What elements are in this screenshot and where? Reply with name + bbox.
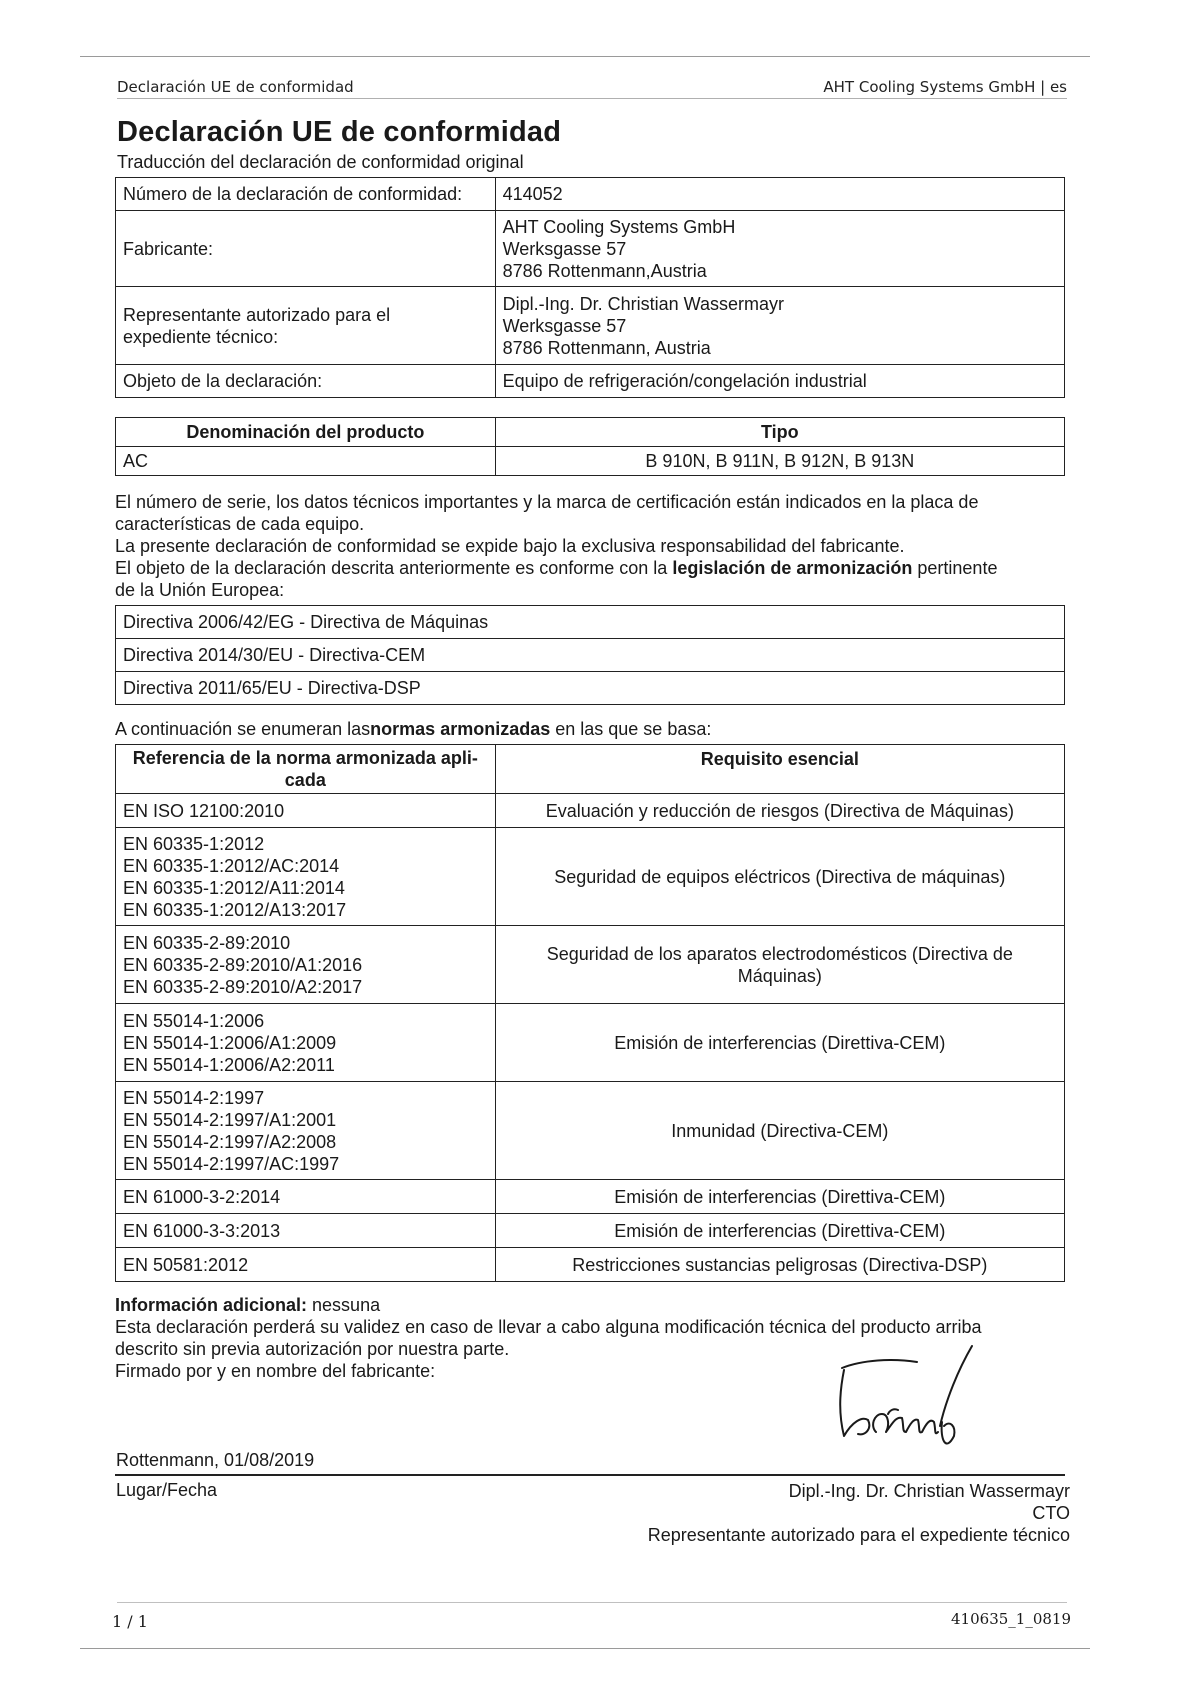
paragraph-line: La presente declaración de conformidad se expide bajo la exclusiva responsabilidad del fabricante. bbox=[115, 536, 905, 556]
declaration-number-value: 414052 bbox=[495, 178, 1064, 211]
bold-span: normas armonizadas bbox=[370, 719, 551, 739]
text-span: A continuación se enumeran las bbox=[115, 719, 371, 739]
norm-line: EN 55014-1:2006/A1:2009 bbox=[123, 1032, 337, 1053]
top-rule bbox=[80, 56, 1090, 57]
norm-requirement: Inmunidad (Directiva-CEM) bbox=[495, 1082, 1064, 1180]
manufacturer-name: AHT Cooling Systems GmbH bbox=[502, 216, 736, 237]
header-right: AHT Cooling Systems GmbH | es bbox=[823, 78, 1067, 96]
norm-requirement: Emisión de interferencias (Direttiva-CEM) bbox=[495, 1214, 1064, 1248]
representative-street: Werksgasse 57 bbox=[502, 315, 627, 336]
type-value: B 910N, B 911N, B 912N, B 913N bbox=[495, 447, 1064, 476]
manufacturer-street: Werksgasse 57 bbox=[502, 238, 627, 259]
norms-intro bbox=[115, 718, 1075, 740]
table-row bbox=[116, 1082, 1065, 1180]
paragraph-line: Firmado por y en nombre del fabricante: bbox=[115, 1361, 436, 1381]
representative-label bbox=[116, 287, 496, 365]
intro-paragraph bbox=[115, 491, 1075, 601]
table-row bbox=[116, 745, 1065, 794]
table-row bbox=[116, 178, 1065, 211]
additional-label: Información adicional: bbox=[115, 1295, 308, 1315]
product-name-value: AC bbox=[116, 447, 496, 476]
document-id: 410635_1_0819 bbox=[951, 1610, 1071, 1628]
manufacturer-city: 8786 Rottenmann,Austria bbox=[502, 260, 707, 281]
norm-line: EN 60335-2-89:2010/A2:2017 bbox=[123, 976, 363, 997]
norm-reference: EN 61000-3-2:2014 bbox=[116, 1180, 496, 1214]
table-row bbox=[116, 287, 1065, 365]
paragraph-line: descrito sin previa autorización por nuestra parte. bbox=[115, 1339, 510, 1359]
norm-reference: EN 50581:2012 bbox=[116, 1248, 496, 1282]
paragraph-line: características de cada equipo. bbox=[115, 514, 365, 534]
norm-requirement: Emisión de interferencias (Direttiva-CEM) bbox=[495, 1004, 1064, 1082]
signature-icon bbox=[822, 1340, 982, 1452]
paragraph-line bbox=[115, 557, 1075, 579]
requirement-line: Máquinas) bbox=[737, 965, 822, 986]
representative-name: Dipl.-Ing. Dr. Christian Wassermayr bbox=[502, 293, 784, 314]
bold-span: legislación de armonización bbox=[672, 558, 913, 578]
paragraph-line bbox=[115, 1294, 1075, 1316]
norm-line: EN 60335-1:2012/A13:2017 bbox=[123, 899, 347, 920]
object-value: Equipo de refrigeración/congelación industrial bbox=[495, 365, 1064, 398]
product-table bbox=[115, 417, 1065, 476]
essential-requirement-header: Requisito esencial bbox=[495, 745, 1064, 794]
place-date: Rottenmann, 01/08/2019 bbox=[116, 1450, 315, 1470]
norm-line: EN 55014-1:2006/A2:2011 bbox=[123, 1054, 335, 1075]
table-row bbox=[116, 447, 1065, 476]
norm-requirement: Seguridad de equipos eléctricos (Directiva de máquinas) bbox=[495, 828, 1064, 926]
norm-line: EN 55014-2:1997 bbox=[123, 1087, 265, 1108]
text-span: en las que se basa: bbox=[550, 719, 712, 739]
bottom-rule bbox=[80, 1648, 1090, 1649]
table-row bbox=[116, 828, 1065, 926]
table-row bbox=[116, 639, 1065, 672]
page-subtitle: Traducción del declaración de conformidad original bbox=[117, 152, 524, 172]
norm-reference-header bbox=[116, 745, 496, 794]
table-row bbox=[116, 926, 1065, 1004]
signatory-role: CTO bbox=[1032, 1503, 1070, 1523]
header-line: Referencia de la norma armonizada apli- bbox=[132, 748, 478, 768]
page-title: Declaración UE de conformidad bbox=[117, 116, 562, 148]
representative-value bbox=[495, 287, 1064, 365]
declaration-number-label: Número de la declaración de conformidad: bbox=[116, 178, 496, 211]
paragraph-line bbox=[115, 718, 1075, 740]
norm-line: EN 55014-2:1997/AC:1997 bbox=[123, 1153, 340, 1174]
footer-rule bbox=[117, 1602, 1067, 1603]
norms-table bbox=[115, 744, 1065, 1282]
table-row bbox=[116, 1248, 1065, 1282]
table-row bbox=[116, 211, 1065, 287]
manufacturer-value bbox=[495, 211, 1064, 287]
table-row bbox=[116, 365, 1065, 398]
table-row bbox=[116, 1004, 1065, 1082]
paragraph-line: de la Unión Europea: bbox=[115, 580, 285, 600]
directive-item: Directiva 2014/30/EU - Directiva-CEM bbox=[116, 639, 1065, 672]
type-header: Tipo bbox=[495, 418, 1064, 447]
text-span: El objeto de la declaración descrita anteriormente es conforme con la bbox=[115, 558, 673, 578]
norm-line: EN 55014-2:1997/A1:2001 bbox=[123, 1109, 337, 1130]
representative-label-line: expediente técnico: bbox=[123, 326, 279, 347]
signatory-function: Representante autorizado para el expediente técnico bbox=[647, 1525, 1070, 1545]
norm-line: EN 60335-2-89:2010 bbox=[123, 932, 291, 953]
info-table bbox=[115, 177, 1065, 398]
representative-label-line: Representante autorizado para el bbox=[123, 304, 391, 325]
object-label: Objeto de la declaración: bbox=[116, 365, 496, 398]
table-row bbox=[116, 606, 1065, 639]
paragraph-line: El número de serie, los datos técnicos importantes y la marca de certificación están indicados en la placa de bbox=[115, 492, 979, 512]
norm-reference bbox=[116, 926, 496, 1004]
norm-requirement bbox=[495, 926, 1064, 1004]
norm-line: EN 55014-1:2006 bbox=[123, 1010, 265, 1031]
place-date-label: Lugar/Fecha bbox=[116, 1480, 218, 1500]
table-row bbox=[116, 672, 1065, 705]
manufacturer-label: Fabricante: bbox=[116, 211, 496, 287]
table-row bbox=[116, 1214, 1065, 1248]
header-line: cada bbox=[284, 770, 326, 790]
requirement-line: Seguridad de los aparatos electrodomésticos (Directiva de bbox=[546, 943, 1013, 964]
text-span: pertinente bbox=[912, 558, 998, 578]
norm-requirement: Restricciones sustancias peligrosas (Directiva-DSP) bbox=[495, 1248, 1064, 1282]
page-number: 1 / 1 bbox=[112, 1612, 148, 1631]
signatory-block bbox=[648, 1480, 1070, 1546]
directive-item: Directiva 2006/42/EG - Directiva de Máquinas bbox=[116, 606, 1065, 639]
norm-line: EN 60335-2-89:2010/A1:2016 bbox=[123, 954, 363, 975]
paragraph-line: Esta declaración perderá su validez en caso de llevar a cabo alguna modificación técnica del producto arriba bbox=[115, 1317, 982, 1337]
header-rule bbox=[117, 98, 1067, 99]
norm-requirement: Emisión de interferencias (Direttiva-CEM) bbox=[495, 1180, 1064, 1214]
norm-line: EN 55014-2:1997/A2:2008 bbox=[123, 1131, 337, 1152]
norm-line: EN 60335-1:2012/A11:2014 bbox=[123, 877, 345, 898]
header-left: Declaración UE de conformidad bbox=[117, 78, 354, 96]
norm-requirement: Evaluación y reducción de riesgos (Directiva de Máquinas) bbox=[495, 794, 1064, 828]
signature-image bbox=[822, 1340, 982, 1452]
norm-reference bbox=[116, 1082, 496, 1180]
representative-city: 8786 Rottenmann, Austria bbox=[502, 337, 711, 358]
signatory-name: Dipl.-Ing. Dr. Christian Wassermayr bbox=[788, 1481, 1070, 1501]
table-row bbox=[116, 794, 1065, 828]
norm-line: EN 60335-1:2012 bbox=[123, 833, 265, 854]
norm-line: EN 60335-1:2012/AC:2014 bbox=[123, 855, 340, 876]
norm-reference: EN ISO 12100:2010 bbox=[116, 794, 496, 828]
directive-item: Directiva 2011/65/EU - Directiva-DSP bbox=[116, 672, 1065, 705]
norm-reference bbox=[116, 1004, 496, 1082]
table-row bbox=[116, 418, 1065, 447]
norm-reference: EN 61000-3-3:2013 bbox=[116, 1214, 496, 1248]
additional-value: nessuna bbox=[307, 1295, 381, 1315]
product-name-header: Denominación del producto bbox=[116, 418, 496, 447]
directives-table bbox=[115, 605, 1065, 705]
norm-reference bbox=[116, 828, 496, 926]
table-row bbox=[116, 1180, 1065, 1214]
signature-rule bbox=[115, 1474, 1065, 1476]
